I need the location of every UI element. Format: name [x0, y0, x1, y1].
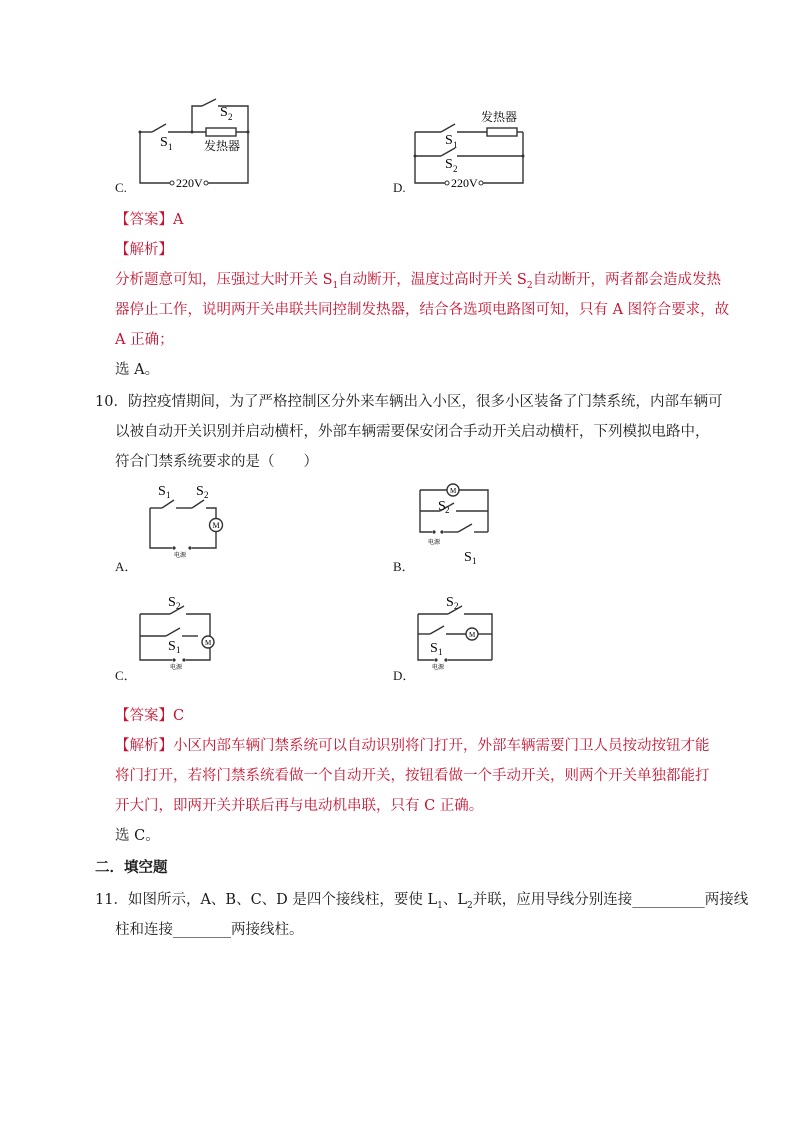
q10-option-c-label: C．: [115, 668, 137, 683]
svg-text:S: S: [438, 499, 446, 514]
svg-text:1: 1: [438, 647, 443, 657]
q9-analysis-label: 【解析】: [115, 242, 173, 258]
q9c-voltage: 220V: [176, 176, 203, 190]
svg-text:2: 2: [445, 505, 450, 515]
q10-analysis-line2: 将门打开，若将门禁系统看做一个自动开关，按钮看做一个手动开关，则两个开关单独都能打: [115, 768, 710, 784]
q10-diagram-c: [130, 592, 230, 672]
svg-text:1: 1: [453, 140, 458, 150]
svg-text:电源: 电源: [174, 552, 187, 559]
q9-option-c-label: C.: [115, 180, 127, 195]
q9c-heater: 发热器: [204, 139, 241, 153]
q9d-s2: S: [445, 157, 453, 172]
q9d-heater: 发热器: [481, 110, 518, 124]
q9-answer: 【答案】A: [115, 212, 184, 228]
q11-blank-1[interactable]: __________: [632, 892, 705, 908]
svg-text:S: S: [158, 484, 166, 499]
q9d-voltage: 220V: [451, 176, 478, 190]
q10-choice: 选 C。: [115, 828, 160, 844]
q9c-s2: S: [220, 105, 228, 120]
q10-line3: 符合门禁系统要求的是（ ）: [115, 454, 318, 470]
q9-option-d-label: D.: [393, 180, 406, 195]
q9-analysis-line2: 器停止工作，说明两开关串联共同控制发热器，结合各选项电路图可知，只有 A 图符合要求，故: [115, 302, 730, 318]
svg-text:S: S: [464, 550, 472, 565]
svg-text:1: 1: [472, 556, 477, 566]
svg-text:S: S: [446, 595, 454, 610]
svg-text:2: 2: [176, 601, 181, 611]
q10-line2: 以被自动开关识别并启动横杆，外部车辆需要保安闭合手动开关启动横杆，下列模拟电路中，: [115, 424, 710, 440]
svg-text:2: 2: [454, 601, 459, 611]
svg-text:2: 2: [204, 490, 209, 500]
svg-text:M: M: [450, 487, 457, 495]
svg-text:电源: 电源: [170, 664, 183, 671]
q10-option-d-label: D．: [393, 668, 416, 683]
svg-text:电源: 电源: [428, 539, 441, 546]
q10-analysis-line3: 开大门，即两开关并联后再与电动机串联，只有 C 正确。: [115, 798, 484, 814]
svg-text:1: 1: [166, 490, 171, 500]
svg-text:1: 1: [168, 142, 173, 152]
svg-text:S: S: [168, 595, 176, 610]
q11-blank-2[interactable]: ________: [173, 922, 231, 938]
q9-diagram-d: [405, 108, 535, 193]
q10-diagram-b: [410, 478, 505, 570]
svg-text:2: 2: [453, 164, 458, 174]
q10-analysis-line1: 【解析】小区内部车辆门禁系统可以自动识别将门打开，外部车辆需要门卫人员按动按钮才能: [115, 738, 710, 754]
svg-text:电源: 电源: [432, 664, 445, 671]
q10-diagram-d: [408, 592, 508, 672]
svg-text:2: 2: [228, 112, 233, 122]
q11-line1: 11．如图所示，A、B、C、D 是四个接线柱，要使 $L_1$、$L_2$并联，应用导线分别连接__________两接线: [95, 892, 749, 911]
svg-text:S: S: [168, 639, 176, 654]
q9d-s1: S: [445, 133, 453, 148]
q10-option-a-label: A．: [115, 559, 138, 574]
q10-diagram-a: [140, 478, 235, 560]
svg-text:S: S: [430, 641, 438, 656]
q9-analysis-line1: 分析题意可知，压强过大时开关 $S_1$自动断开，温度过高时开关 $S_2$自动断开，两者都会造成发热: [115, 272, 722, 291]
q10-answer: 【答案】C: [115, 708, 185, 724]
q10-option-b-label: B．: [393, 559, 415, 574]
svg-text:S: S: [196, 484, 204, 499]
q9-analysis-line3: A 正确；: [115, 332, 174, 348]
svg-text:M: M: [205, 639, 212, 647]
q10-line1: 10．防控疫情期间，为了严格控制区分外来车辆出入小区，很多小区装备了门禁系统，内部车辆可: [95, 394, 723, 410]
q9c-s1: S: [160, 135, 168, 150]
q9-diagram-c: [130, 98, 260, 193]
svg-text:1: 1: [176, 645, 181, 655]
q11-line2: 柱和连接________两接线柱。: [115, 922, 304, 938]
section-title: 二．填空题: [95, 860, 168, 876]
svg-text:M: M: [469, 631, 476, 639]
q9-choice: 选 A。: [115, 362, 160, 378]
svg-text:M: M: [212, 521, 220, 530]
